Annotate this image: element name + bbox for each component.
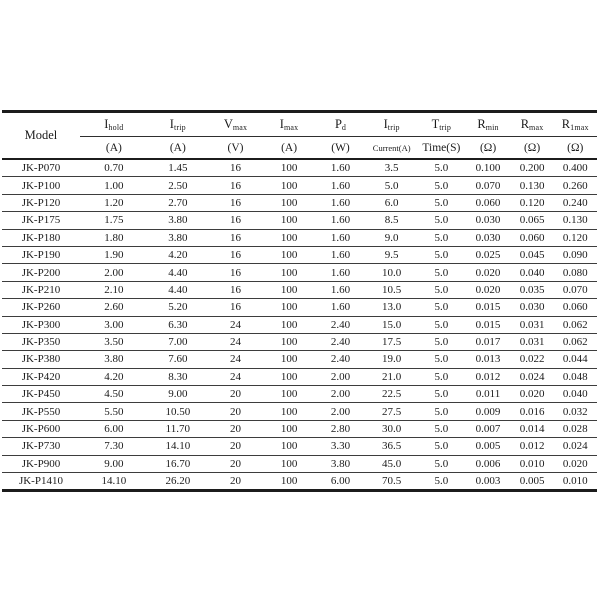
value-cell: 16 — [208, 177, 263, 194]
header-symbol-row — [2, 112, 597, 137]
column-symbol: T — [431, 117, 440, 131]
table-row — [2, 316, 597, 333]
column-subscript: d — [341, 123, 347, 132]
value-cell: 5.0 — [366, 177, 417, 194]
value-cell: 16 — [208, 194, 263, 211]
value-cell: 20 — [208, 386, 263, 403]
value-cell: 0.030 — [511, 299, 554, 316]
value-cell: 100 — [263, 194, 315, 211]
value-cell: 0.070 — [553, 281, 597, 298]
value-cell: 0.040 — [511, 264, 554, 281]
value-cell: 0.032 — [553, 403, 597, 420]
value-cell: 22.5 — [366, 386, 417, 403]
value-cell: 1.60 — [315, 229, 366, 246]
value-cell: 14.10 — [148, 438, 208, 455]
value-cell: 14.10 — [80, 473, 148, 491]
value-cell: 100 — [263, 455, 315, 472]
column-symbol: R — [477, 117, 486, 131]
value-cell: 5.0 — [417, 212, 465, 229]
value-cell: 70.5 — [366, 473, 417, 491]
value-cell: 0.012 — [511, 438, 554, 455]
unit-cell: (A) — [169, 141, 186, 154]
value-cell: 45.0 — [366, 455, 417, 472]
value-cell: 16 — [208, 264, 263, 281]
value-cell: 1.90 — [80, 246, 148, 263]
value-cell: 16.70 — [148, 455, 208, 472]
table-row — [2, 455, 597, 472]
value-cell: 100 — [263, 473, 315, 491]
model-cell: JK-P190 — [2, 246, 80, 263]
model-cell: JK-P600 — [2, 420, 80, 437]
value-cell: 26.20 — [148, 473, 208, 491]
column-symbol: R — [561, 117, 571, 131]
model-cell: JK-P100 — [2, 177, 80, 194]
value-cell: 9.00 — [148, 386, 208, 403]
column-symbol: P — [334, 117, 342, 131]
unit-cell: (V) — [227, 141, 244, 154]
value-cell: 19.0 — [366, 351, 417, 368]
table-row — [2, 281, 597, 298]
value-cell: 0.020 — [511, 386, 554, 403]
column-header-cell — [315, 112, 366, 137]
model-cell: JK-P900 — [2, 455, 80, 472]
value-cell: 0.014 — [511, 420, 554, 437]
value-cell: 5.0 — [417, 264, 465, 281]
value-cell: 0.044 — [553, 351, 597, 368]
value-cell: 0.022 — [511, 351, 554, 368]
value-cell: 4.20 — [80, 368, 148, 385]
table-row — [2, 229, 597, 246]
value-cell: 5.0 — [417, 316, 465, 333]
model-cell: JK-P180 — [2, 229, 80, 246]
value-cell: 7.00 — [148, 333, 208, 350]
value-cell: 0.070 — [465, 177, 510, 194]
value-cell: 1.60 — [315, 281, 366, 298]
value-cell: 3.00 — [80, 316, 148, 333]
value-cell: 8.30 — [148, 368, 208, 385]
model-cell: JK-P070 — [21, 162, 61, 175]
value-cell: 0.70 — [104, 162, 124, 175]
value-cell: 0.012 — [465, 368, 510, 385]
value-cell: 100 — [263, 212, 315, 229]
column-symbol: I — [279, 117, 284, 131]
value-cell: 24 — [208, 333, 263, 350]
table-row — [2, 438, 597, 455]
value-cell: 0.020 — [465, 281, 510, 298]
value-cell: 24 — [208, 351, 263, 368]
value-cell: 0.065 — [511, 212, 554, 229]
table-row — [2, 386, 597, 403]
value-cell: 6.00 — [80, 420, 148, 437]
value-cell: 6.00 — [315, 473, 366, 491]
value-cell: 100 — [263, 420, 315, 437]
table-row — [2, 299, 597, 316]
value-cell: 27.5 — [366, 403, 417, 420]
value-cell: 0.130 — [553, 212, 597, 229]
value-cell: 0.200 — [519, 162, 545, 175]
value-cell: 0.260 — [553, 177, 597, 194]
table-body — [2, 159, 597, 491]
value-cell: 1.60 — [315, 177, 366, 194]
value-cell: 3.80 — [148, 212, 208, 229]
column-header-cell — [366, 112, 417, 137]
unit-cell: (A) — [281, 141, 298, 154]
value-cell: 9.0 — [366, 229, 417, 246]
model-cell: JK-P550 — [2, 403, 80, 420]
value-cell: 0.024 — [553, 438, 597, 455]
value-cell: 100 — [263, 177, 315, 194]
value-cell: 24 — [208, 316, 263, 333]
value-cell: 17.5 — [366, 333, 417, 350]
column-header-cell — [148, 112, 208, 137]
value-cell: 5.0 — [417, 333, 465, 350]
value-cell: 0.030 — [465, 229, 510, 246]
value-cell: 2.40 — [315, 351, 366, 368]
value-cell: 24 — [208, 368, 263, 385]
value-cell: 1.60 — [315, 212, 366, 229]
value-cell: 3.30 — [315, 438, 366, 455]
value-cell: 0.062 — [553, 316, 597, 333]
model-cell: JK-P730 — [2, 438, 80, 455]
value-cell: 4.50 — [80, 386, 148, 403]
value-cell: 4.40 — [148, 264, 208, 281]
value-cell: 6.30 — [148, 316, 208, 333]
value-cell: 100 — [263, 229, 315, 246]
value-cell: 3.5 — [384, 162, 399, 175]
table-row — [2, 403, 597, 420]
value-cell: 0.010 — [553, 473, 597, 491]
column-subscript: max — [283, 123, 299, 132]
spec-table — [2, 110, 597, 492]
value-cell: 0.009 — [465, 403, 510, 420]
value-cell: 4.20 — [148, 246, 208, 263]
value-cell: 5.0 — [417, 281, 465, 298]
value-cell: 0.035 — [511, 281, 554, 298]
unit-cell: (Ω) — [479, 141, 497, 154]
table-row — [2, 246, 597, 263]
column-header-cell — [465, 112, 510, 137]
model-cell: JK-P120 — [2, 194, 80, 211]
value-cell: 2.00 — [315, 386, 366, 403]
column-header-cell — [511, 112, 554, 137]
column-subscript: max — [232, 123, 248, 132]
value-cell: 2.50 — [148, 177, 208, 194]
column-subscript: trip — [439, 123, 452, 132]
value-cell: 0.028 — [553, 420, 597, 437]
value-cell: 1.45 — [168, 162, 188, 175]
value-cell: 5.0 — [417, 386, 465, 403]
value-cell: 4.40 — [148, 281, 208, 298]
value-cell: 5.0 — [417, 351, 465, 368]
value-cell: 5.0 — [417, 455, 465, 472]
unit-cell: Current(A) — [372, 142, 411, 153]
value-cell: 0.024 — [511, 368, 554, 385]
value-cell: 0.080 — [553, 264, 597, 281]
value-cell: 5.0 — [417, 420, 465, 437]
model-cell: JK-P175 — [2, 212, 80, 229]
value-cell: 6.0 — [366, 194, 417, 211]
table-row — [2, 333, 597, 350]
value-cell: 0.100 — [475, 162, 501, 175]
column-header-cell — [208, 112, 263, 137]
value-cell: 2.40 — [315, 333, 366, 350]
value-cell: 0.040 — [553, 386, 597, 403]
value-cell: 0.003 — [465, 473, 510, 491]
value-cell: 0.240 — [553, 194, 597, 211]
table-row — [2, 473, 597, 491]
column-subscript: max — [529, 123, 544, 132]
value-cell: 10.5 — [366, 281, 417, 298]
value-cell: 5.0 — [417, 368, 465, 385]
value-cell: 0.120 — [553, 229, 597, 246]
value-cell: 7.60 — [148, 351, 208, 368]
value-cell: 2.80 — [315, 420, 366, 437]
model-header-cell: Model — [24, 128, 58, 142]
value-cell: 2.10 — [80, 281, 148, 298]
value-cell: 16 — [230, 162, 242, 175]
column-symbol: I — [169, 117, 174, 131]
value-cell: 9.5 — [366, 246, 417, 263]
value-cell: 100 — [263, 246, 315, 263]
value-cell: 3.80 — [148, 229, 208, 246]
unit-cell: Time(S) — [422, 141, 461, 154]
value-cell: 16 — [208, 246, 263, 263]
value-cell: 5.0 — [417, 194, 465, 211]
value-cell: 20 — [208, 403, 263, 420]
value-cell: 10.0 — [366, 264, 417, 281]
table-row — [2, 194, 597, 211]
value-cell: 11.70 — [148, 420, 208, 437]
value-cell: 1.60 — [315, 264, 366, 281]
model-cell: JK-P420 — [2, 368, 80, 385]
value-cell: 1.60 — [315, 194, 366, 211]
value-cell: 100 — [263, 438, 315, 455]
column-subscript: trip — [387, 123, 400, 132]
value-cell: 2.40 — [315, 316, 366, 333]
column-symbol: R — [520, 117, 530, 131]
column-header-cell — [553, 112, 597, 137]
value-cell: 2.00 — [315, 368, 366, 385]
table-row — [2, 351, 597, 368]
value-cell: 5.0 — [417, 246, 465, 263]
value-cell: 16 — [208, 229, 263, 246]
value-cell: 0.060 — [553, 299, 597, 316]
value-cell: 0.031 — [511, 333, 554, 350]
value-cell: 0.062 — [553, 333, 597, 350]
column-subscript: min — [485, 123, 499, 132]
value-cell: 0.060 — [511, 229, 554, 246]
value-cell: 0.016 — [511, 403, 554, 420]
value-cell: 16 — [208, 299, 263, 316]
value-cell: 9.00 — [80, 455, 148, 472]
value-cell: 1.60 — [315, 299, 366, 316]
value-cell: 3.50 — [80, 333, 148, 350]
value-cell: 20 — [208, 438, 263, 455]
value-cell: 1.60 — [330, 162, 351, 175]
value-cell: 1.60 — [315, 246, 366, 263]
value-cell: 1.00 — [80, 177, 148, 194]
column-header-cell — [263, 112, 315, 137]
column-header-cell — [417, 112, 465, 137]
unit-cell: (W) — [331, 141, 350, 154]
value-cell: 2.00 — [80, 264, 148, 281]
value-cell: 100 — [263, 316, 315, 333]
value-cell: 5.0 — [417, 403, 465, 420]
value-cell: 0.010 — [511, 455, 554, 472]
column-symbol: I — [104, 117, 109, 131]
value-cell: 0.011 — [465, 386, 510, 403]
value-cell: 3.80 — [80, 351, 148, 368]
column-symbol: V — [223, 117, 233, 131]
table-row — [2, 212, 597, 229]
table-header — [2, 112, 597, 160]
value-cell: 1.75 — [80, 212, 148, 229]
value-cell: 0.048 — [553, 368, 597, 385]
model-cell: JK-P300 — [2, 316, 80, 333]
value-cell: 1.80 — [80, 229, 148, 246]
value-cell: 0.400 — [562, 162, 588, 175]
value-cell: 0.007 — [465, 420, 510, 437]
value-cell: 0.020 — [465, 264, 510, 281]
value-cell: 0.090 — [553, 246, 597, 263]
value-cell: 100 — [263, 386, 315, 403]
value-cell: 5.0 — [417, 473, 465, 491]
value-cell: 0.017 — [465, 333, 510, 350]
value-cell: 0.130 — [511, 177, 554, 194]
column-subscript: 1max — [570, 123, 589, 132]
header-unit-row — [2, 137, 597, 160]
unit-cell: (Ω) — [523, 141, 541, 154]
column-subscript: hold — [108, 123, 124, 132]
value-cell: 20 — [208, 455, 263, 472]
value-cell: 0.045 — [511, 246, 554, 263]
value-cell: 5.0 — [417, 299, 465, 316]
value-cell: 100 — [263, 299, 315, 316]
table-row — [2, 264, 597, 281]
value-cell: 0.015 — [465, 299, 510, 316]
value-cell: 0.005 — [465, 438, 510, 455]
column-subscript: trip — [173, 123, 186, 132]
value-cell: 0.013 — [465, 351, 510, 368]
value-cell: 16 — [208, 212, 263, 229]
value-cell: 36.5 — [366, 438, 417, 455]
value-cell: 5.0 — [417, 229, 465, 246]
value-cell: 0.025 — [465, 246, 510, 263]
value-cell: 100 — [280, 162, 298, 175]
value-cell: 15.0 — [366, 316, 417, 333]
value-cell: 100 — [263, 333, 315, 350]
value-cell: 7.30 — [80, 438, 148, 455]
value-cell: 0.020 — [553, 455, 597, 472]
value-cell: 20 — [208, 420, 263, 437]
value-cell: 10.50 — [148, 403, 208, 420]
value-cell: 5.20 — [148, 299, 208, 316]
value-cell: 0.005 — [511, 473, 554, 491]
value-cell: 5.0 — [417, 438, 465, 455]
model-cell: JK-P260 — [2, 299, 80, 316]
value-cell: 16 — [208, 281, 263, 298]
value-cell: 30.0 — [366, 420, 417, 437]
value-cell: 5.0 — [417, 177, 465, 194]
value-cell: 5.50 — [80, 403, 148, 420]
value-cell: 0.030 — [465, 212, 510, 229]
value-cell: 2.70 — [148, 194, 208, 211]
value-cell: 5.0 — [434, 162, 449, 175]
table-row — [2, 420, 597, 437]
model-cell: JK-P450 — [2, 386, 80, 403]
value-cell: 2.00 — [315, 403, 366, 420]
table-row — [2, 368, 597, 385]
unit-cell: (A) — [105, 141, 122, 154]
table-row — [2, 159, 597, 177]
value-cell: 13.0 — [366, 299, 417, 316]
value-cell: 0.120 — [511, 194, 554, 211]
column-symbol: I — [383, 117, 388, 131]
value-cell: 2.60 — [80, 299, 148, 316]
model-cell: JK-P200 — [2, 264, 80, 281]
model-cell: JK-P210 — [2, 281, 80, 298]
value-cell: 100 — [263, 403, 315, 420]
value-cell: 100 — [263, 264, 315, 281]
value-cell: 0.015 — [465, 316, 510, 333]
value-cell: 100 — [263, 281, 315, 298]
value-cell: 0.031 — [511, 316, 554, 333]
unit-cell: (Ω) — [567, 141, 584, 154]
value-cell: 100 — [263, 368, 315, 385]
value-cell: 20 — [208, 473, 263, 491]
column-header-cell — [80, 112, 148, 137]
value-cell: 100 — [263, 351, 315, 368]
value-cell: 21.0 — [366, 368, 417, 385]
model-cell: JK-P380 — [2, 351, 80, 368]
value-cell: 3.80 — [315, 455, 366, 472]
value-cell: 1.20 — [80, 194, 148, 211]
value-cell: 0.006 — [465, 455, 510, 472]
value-cell: 0.060 — [465, 194, 510, 211]
value-cell: 8.5 — [366, 212, 417, 229]
model-cell: JK-P350 — [2, 333, 80, 350]
table-row — [2, 177, 597, 194]
model-cell: JK-P1410 — [2, 473, 80, 491]
